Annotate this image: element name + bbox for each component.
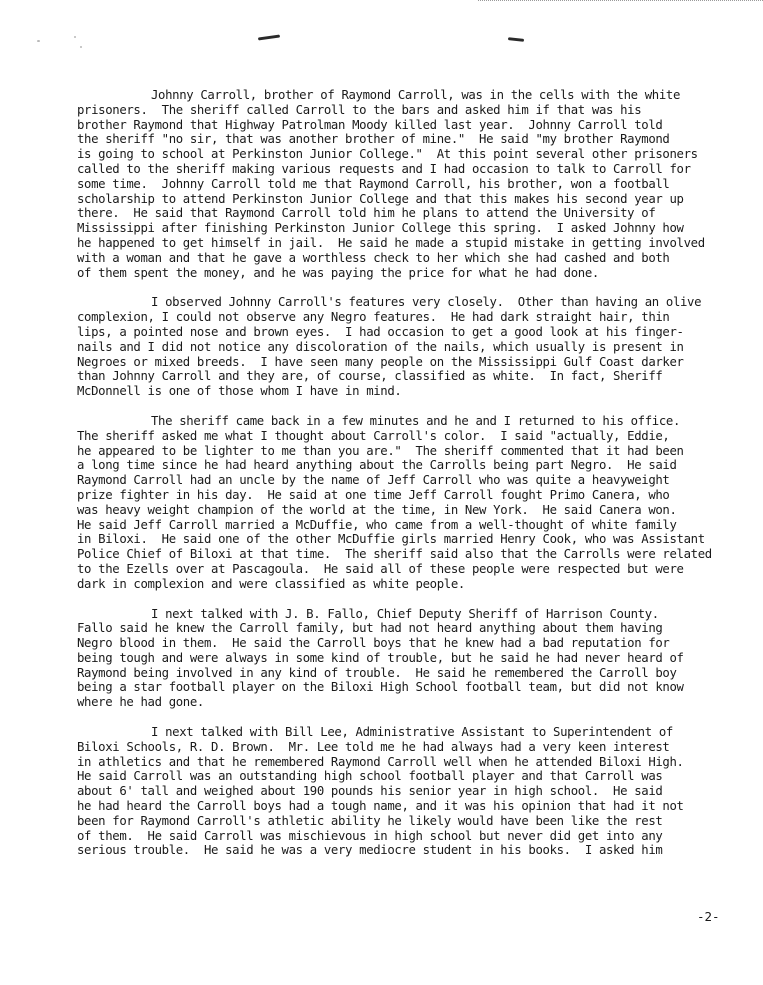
page-number: -2- xyxy=(697,909,720,924)
text-line: called to the sheriff making various requests and I had occasion to talk to Carroll for xyxy=(77,161,691,176)
text-line: Fallo said he knew the Carroll family, but had not heard anything about them having xyxy=(77,621,663,636)
text-line: of them. He said Carroll was mischievous in high school but never did get into any xyxy=(77,828,663,843)
text-line: is going to school at Perkinston Junior College." At this point several other prisoners xyxy=(77,147,698,162)
scan-speck xyxy=(80,46,82,48)
text-line: I observed Johnny Carroll's features very closely. Other than having an olive xyxy=(151,295,702,310)
scan-mark xyxy=(258,34,280,40)
text-line: I next talked with J. B. Fallo, Chief Deputy Sheriff of Harrison County. xyxy=(151,606,659,621)
text-line: prisoners. The sheriff called Carroll to the bars and asked him if that was his xyxy=(77,102,642,117)
text-line: Negroes or mixed breeds. I have seen many people on the Mississippi Gulf Coast darker xyxy=(77,354,684,369)
text-line: about 6' tall and weighed about 190 pounds his senior year in high school. He said xyxy=(77,784,663,799)
text-line: nails and I did not notice any discoloration of the nails, which usually is present in xyxy=(77,339,684,354)
text-line: The sheriff came back in a few minutes and he and I returned to his office. xyxy=(151,413,681,428)
text-line: prize fighter in his day. He said at one time Jeff Carroll fought Primo Canera, who xyxy=(77,487,670,502)
paragraph xyxy=(77,414,757,592)
text-line: of them spent the money, and he was paying the price for what he had done. xyxy=(77,265,599,280)
text-line: he appeared to be lighter to me than you are." The sheriff commented that it had been xyxy=(77,443,684,458)
text-line: he had heard the Carroll boys had a tough name, and it was his opinion that had it not xyxy=(77,799,684,814)
paragraph xyxy=(77,607,757,711)
text-line: Negro blood in them. He said the Carroll boys that he knew had a bad reputation for xyxy=(77,636,670,651)
text-line: the sheriff "no sir, that was another brother of mine." He said "my brother Raymond xyxy=(77,132,670,147)
paragraph xyxy=(77,88,757,280)
text-line: Police Chief of Biloxi at that time. The sheriff said also that the Carrolls were related xyxy=(77,547,712,562)
text-line: McDonnell is one of those whom I have in mind. xyxy=(77,384,402,399)
text-line: a long time since he had heard anything about the Carrolls being part Negro. He said xyxy=(77,458,677,473)
text-line: he happened to get himself in jail. He said he made a stupid mistake in getting involved xyxy=(77,235,705,250)
scan-speck xyxy=(74,36,76,38)
text-line: The sheriff asked me what I thought about Carroll's color. I said "actually, Eddie, xyxy=(77,428,670,443)
text-line: being a star football player on the Biloxi High School football team, but did not know xyxy=(77,680,684,695)
text-line: been for Raymond Carroll's athletic ability he likely would have been like the rest xyxy=(77,813,663,828)
paragraph xyxy=(77,295,757,399)
text-line: Raymond being involved in any kind of trouble. He said he remembered the Carroll boy xyxy=(77,665,677,680)
paragraph xyxy=(77,725,757,858)
text-line: where he had gone. xyxy=(77,695,204,710)
scan-speck xyxy=(37,40,40,42)
text-line: He said Jeff Carroll married a McDuffie, who came from a well-thought of white family xyxy=(77,517,677,532)
text-line: serious trouble. He said he was a very mediocre student in his books. I asked him xyxy=(77,843,663,858)
text-line: I next talked with Bill Lee, Administrative Assistant to Superintendent of xyxy=(151,725,673,740)
text-line: lips, a pointed nose and brown eyes. I had occasion to get a good look at his finger- xyxy=(77,324,684,339)
text-line: in Biloxi. He said one of the other McDuffie girls married Henry Cook, who was Assistant xyxy=(77,532,705,547)
text-line: with a woman and that he gave a worthless check to her which she had cashed and both xyxy=(77,250,670,265)
text-line: complexion, I could not observe any Negro features. He had dark straight hair, thin xyxy=(77,310,670,325)
text-line: Biloxi Schools, R. D. Brown. Mr. Lee told me he had always had a very keen interest xyxy=(77,739,670,754)
text-line: some time. Johnny Carroll told me that Raymond Carroll, his brother, won a football xyxy=(77,176,670,191)
text-line: Johnny Carroll, brother of Raymond Carroll, was in the cells with the white xyxy=(151,88,681,102)
text-line: there. He said that Raymond Carroll told him he plans to attend the University of xyxy=(77,206,656,221)
text-line: Raymond Carroll had an uncle by the name of Jeff Carroll who was quite a heavyweight xyxy=(77,473,670,488)
scan-mark xyxy=(508,37,524,42)
text-line: in athletics and that he remembered Raymond Carroll well when he attended Biloxi High. xyxy=(77,754,684,769)
document-body xyxy=(77,88,757,873)
text-line: brother Raymond that Highway Patrolman Moody killed last year. Johnny Carroll told xyxy=(77,117,663,132)
text-line: scholarship to attend Perkinston Junior College and that this makes his second year up xyxy=(77,191,684,206)
text-line: He said Carroll was an outstanding high school football player and that Carroll was xyxy=(77,769,663,784)
text-line: Mississippi after finishing Perkinston Junior College this spring. I asked Johnny how xyxy=(77,221,684,236)
text-line: dark in complexion and were classified as white people. xyxy=(77,576,465,591)
text-line: to the Ezells over at Pascagoula. He said all of these people were respected but were xyxy=(77,561,684,576)
top-edge-dotted-line xyxy=(478,0,763,3)
text-line: being tough and were always in some kind of trouble, but he said he had never heard of xyxy=(77,650,684,665)
text-line: was heavy weight champion of the world at the time, in New York. He said Canera won. xyxy=(77,502,677,517)
text-line: than Johnny Carroll and they are, of course, classified as white. In fact, Sheriff xyxy=(77,369,663,384)
